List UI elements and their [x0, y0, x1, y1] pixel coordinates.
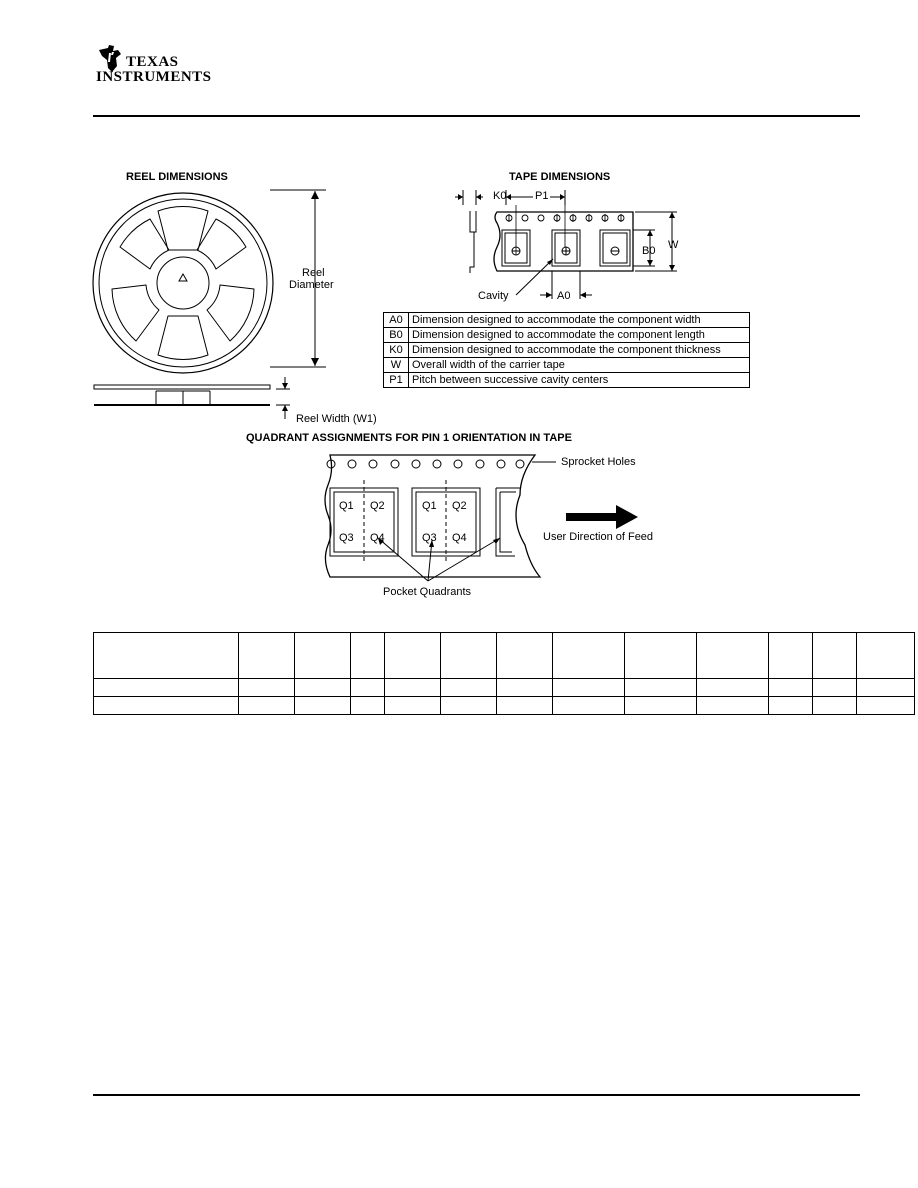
table-cell [385, 633, 441, 679]
tape-diagram [455, 185, 695, 305]
table-cell [769, 679, 813, 697]
table-cell [553, 679, 625, 697]
tape-k0-label: K0 [493, 190, 507, 202]
tape-p1-label: P1 [535, 190, 549, 202]
legend-desc: Dimension designed to accommodate the component width [409, 313, 750, 328]
legend-key: B0 [384, 328, 409, 343]
table-cell [351, 633, 385, 679]
reel-diameter-label-2: Diameter [289, 279, 334, 291]
table-cell [625, 633, 697, 679]
table-row [94, 697, 915, 715]
table-cell [857, 697, 915, 715]
table-cell [239, 697, 295, 715]
legend-key: P1 [384, 373, 409, 388]
quadrant-diagram [320, 450, 660, 585]
table-cell [385, 697, 441, 715]
table-cell [857, 679, 915, 697]
q1-label: Q1 [422, 500, 437, 512]
q2-label: Q2 [452, 500, 467, 512]
legend-desc: Dimension designed to accommodate the component thickness [409, 343, 750, 358]
table-cell [441, 697, 497, 715]
table-cell [441, 679, 497, 697]
q4-label: Q4 [370, 532, 385, 544]
legend-row [384, 343, 750, 358]
quadrant-heading: QUADRANT ASSIGNMENTS FOR PIN 1 ORIENTATION IN TAPE [246, 432, 572, 444]
table-cell [441, 633, 497, 679]
tape-dimensions-heading: TAPE DIMENSIONS [509, 171, 611, 183]
logo-line-1: TEXAS [126, 54, 179, 70]
footer-rule [93, 1094, 860, 1096]
legend-key: K0 [384, 343, 409, 358]
legend-desc: Dimension designed to accommodate the component length [409, 328, 750, 343]
legend-row [384, 313, 750, 328]
tape-a0-label: A0 [557, 290, 571, 302]
tape-cavity-label: Cavity [478, 290, 509, 302]
legend-row [384, 358, 750, 373]
table-cell [497, 697, 553, 715]
tape-legend-table [383, 312, 750, 388]
table-cell [239, 633, 295, 679]
table-cell [295, 633, 351, 679]
table-cell [94, 697, 239, 715]
legend-key: W [384, 358, 409, 373]
ti-logo-text [96, 54, 212, 85]
feed-direction-label: User Direction of Feed [543, 531, 654, 543]
reel-diagram [90, 185, 350, 425]
q3-label: Q3 [422, 532, 437, 544]
table-cell [497, 679, 553, 697]
legend-desc: Overall width of the carrier tape [409, 358, 750, 373]
table-cell [94, 679, 239, 697]
table-cell [697, 633, 769, 679]
table-cell [94, 633, 239, 679]
table-cell [553, 633, 625, 679]
reel-width-label: Reel Width (W1) [296, 413, 377, 425]
table-cell [239, 679, 295, 697]
table-cell [351, 697, 385, 715]
table-cell [769, 697, 813, 715]
q1-label: Q1 [339, 500, 354, 512]
table-row [94, 679, 915, 697]
q3-label: Q3 [339, 532, 354, 544]
reel-diameter-label-1: Reel [302, 267, 325, 279]
legend-desc: Pitch between successive cavity centers [409, 373, 750, 388]
legend-key: A0 [384, 313, 409, 328]
reel-dimensions-heading: REEL DIMENSIONS [126, 171, 228, 183]
table-cell [697, 697, 769, 715]
tape-reel-data-table [93, 632, 915, 715]
header-rule [93, 115, 860, 117]
pocket-quadrants-label: Pocket Quadrants [383, 586, 472, 598]
table-cell [625, 679, 697, 697]
table-cell [697, 679, 769, 697]
table-cell [351, 679, 385, 697]
tape-b0-label: B0 [642, 245, 656, 257]
table-cell [813, 633, 857, 679]
table-cell [625, 697, 697, 715]
table-cell [497, 633, 553, 679]
table-cell [295, 679, 351, 697]
table-cell [813, 679, 857, 697]
q4-label: Q4 [452, 532, 467, 544]
tape-w-label: W [668, 239, 679, 251]
logo-line-2: INSTRUMENTS [96, 69, 212, 85]
table-cell [813, 697, 857, 715]
table-header-row [94, 633, 915, 679]
legend-row [384, 328, 750, 343]
table-cell [553, 697, 625, 715]
sprocket-holes-label: Sprocket Holes [561, 456, 636, 468]
table-cell [857, 633, 915, 679]
q2-label: Q2 [370, 500, 385, 512]
table-cell [769, 633, 813, 679]
table-cell [385, 679, 441, 697]
legend-row [384, 373, 750, 388]
table-cell [295, 697, 351, 715]
